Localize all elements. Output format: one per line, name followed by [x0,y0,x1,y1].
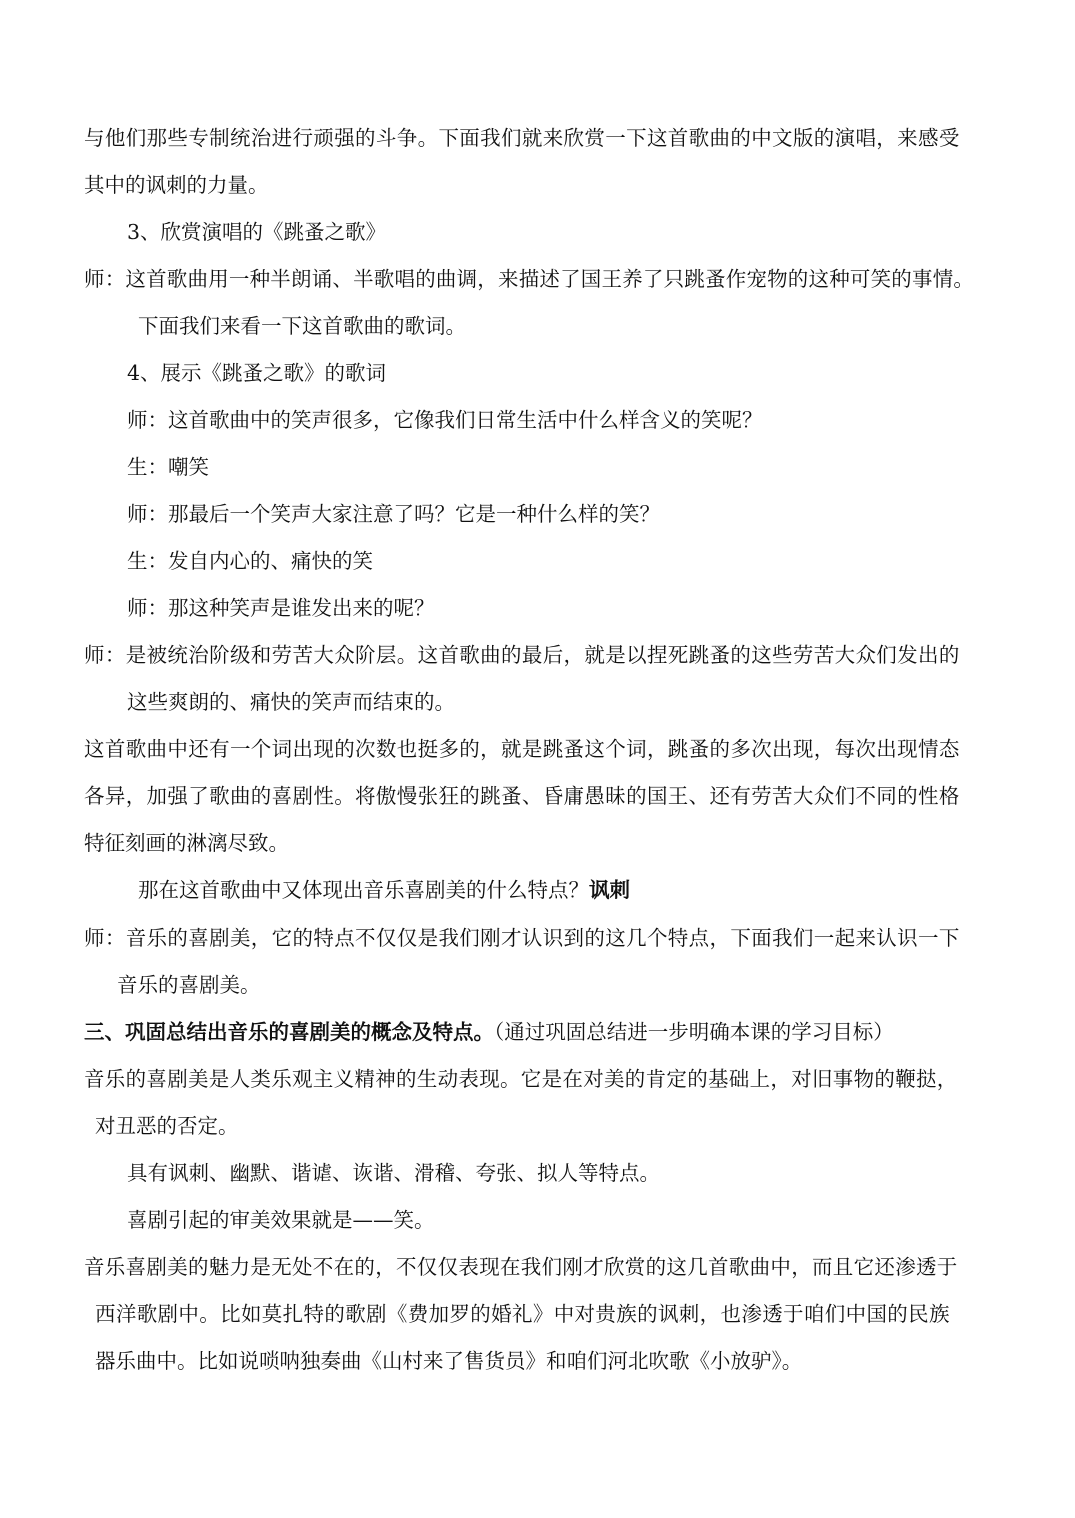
paragraph-line: 喜剧引起的审美效果就是——笑。 [127,1208,435,1232]
section-heading-note: （通过巩固总结进一步明确本课的学习目标） [494,1020,894,1044]
paragraph-line: 具有讽刺、幽默、谐谑、诙谐、滑稽、夸张、拟人等特点。 [127,1161,660,1185]
section-heading-3 [84,1018,894,1046]
teacher-line: 师：那这种笑声是谁发出来的呢？ [127,596,435,620]
question-text: 那在这首歌曲中又体现出音乐喜剧美的什么特点？ [138,878,589,902]
answer-keyword: 讽刺 [589,878,630,902]
teacher-line-continued: 下面我们来看一下这首歌曲的歌词。 [138,314,466,338]
section-item-3: 3、欣赏演唱的《跳蚤之歌》 [127,220,387,244]
teacher-line: 师：音乐的喜剧美，它的特点不仅仅是我们刚才认识到的这几个特点，下面我们一起来认识一下 [84,926,960,950]
paragraph-line: 音乐喜剧美的魅力是无处不在的，不仅仅表现在我们刚才欣赏的这几首歌曲中，而且它还渗透于 [84,1255,958,1279]
question-line [138,876,630,904]
teacher-line: 师：是被统治阶级和劳苦大众阶层。这首歌曲的最后，就是以捏死跳蚤的这些劳苦大众们发出的 [84,643,960,667]
teacher-line: 师：这首歌曲中的笑声很多，它像我们日常生活中什么样含义的笑呢？ [127,408,763,432]
paragraph-line: 其中的讽刺的力量。 [84,173,269,197]
teacher-line-continued: 这些爽朗的、痛快的笑声而结束的。 [127,690,455,714]
teacher-line-continued: 音乐的喜剧美。 [117,973,261,997]
paragraph-line: 西洋歌剧中。比如莫扎特的歌剧《费加罗的婚礼》中对贵族的讽刺，也渗透于咱们中国的民族 [95,1302,950,1326]
teacher-line: 师：这首歌曲用一种半朗诵、半歌唱的曲调，来描述了国王养了只跳蚤作宠物的这种可笑的事情。 [84,267,975,291]
section-heading-text: 三、巩固总结出音乐的喜剧美的概念及特点。 [84,1020,494,1044]
student-line: 生：发自内心的、痛快的笑 [127,549,373,573]
paragraph-line: 音乐的喜剧美是人类乐观主义精神的生动表现。它是在对美的肯定的基础上，对旧事物的鞭挞， [84,1067,958,1091]
paragraph-line: 对丑恶的否定。 [95,1114,239,1138]
teacher-line: 师：那最后一个笑声大家注意了吗？它是一种什么样的笑？ [127,502,660,526]
student-line: 生：嘲笑 [127,455,209,479]
paragraph-line: 与他们那些专制统治进行顽强的斗争。下面我们就来欣赏一下这首歌曲的中文版的演唱，来感受 [84,126,960,150]
paragraph-line: 特征刻画的淋漓尽致。 [84,831,289,855]
paragraph-line: 这首歌曲中还有一个词出现的次数也挺多的，就是跳蚤这个词，跳蚤的多次出现，每次出现情态 [84,737,960,761]
paragraph-line: 各异，加强了歌曲的喜剧性。将傲慢张狂的跳蚤、昏庸愚昧的国王、还有劳苦大众们不同的性格 [84,784,960,808]
paragraph-line: 器乐曲中。比如说唢呐独奏曲《山村来了售货员》和咱们河北吹歌《小放驴》。 [95,1349,803,1373]
section-item-4: 4、展示《跳蚤之歌》的歌词 [127,361,387,385]
